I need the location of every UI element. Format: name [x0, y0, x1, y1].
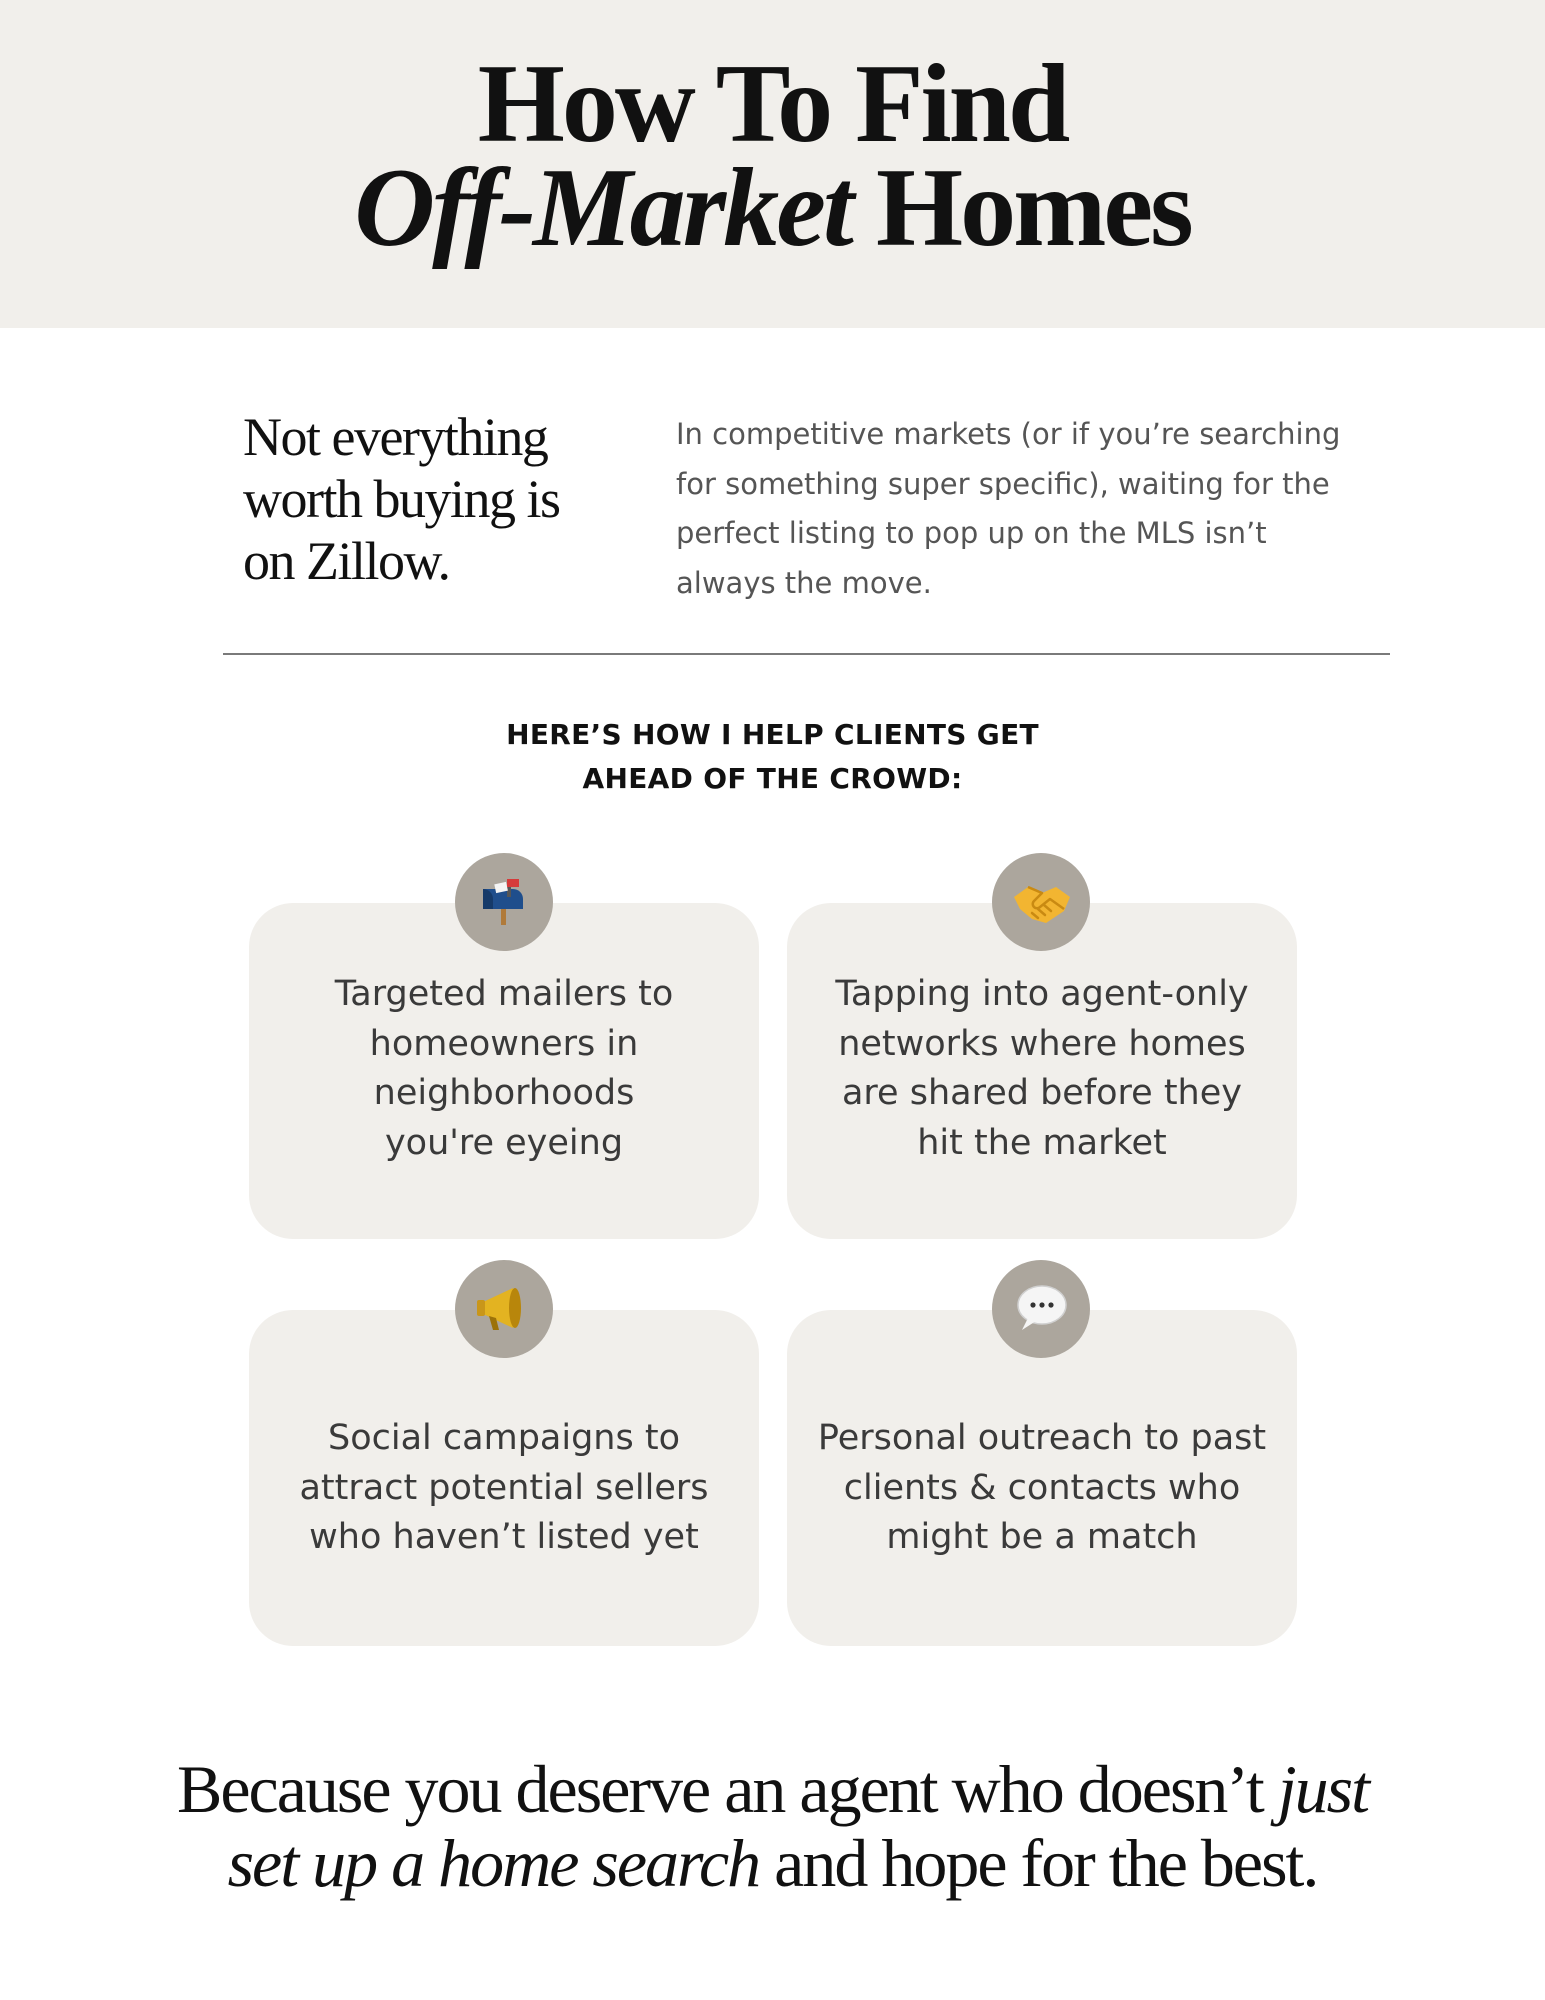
title-line-1: How To Find — [477, 42, 1068, 166]
megaphone-icon — [455, 1260, 553, 1358]
closing-line-2 — [0, 1826, 1545, 1900]
intro-headline — [243, 406, 633, 592]
speech-bubble-icon — [992, 1260, 1090, 1358]
strategy-card-social — [249, 1310, 759, 1646]
card-text — [249, 1414, 759, 1563]
closing-text: and hope for the best. — [759, 1825, 1318, 1901]
header-banner — [0, 0, 1545, 328]
intro-body — [676, 410, 1376, 608]
intro-headline-line: Not everything — [243, 407, 548, 467]
intro-headline-line: on Zillow. — [243, 531, 450, 591]
intro-body-line: perfect listing to pop up on the MLS isn’t — [676, 516, 1267, 550]
card-text-line: Personal outreach to past — [817, 1418, 1267, 1458]
card-text-line: neighborhoods — [373, 1073, 635, 1113]
subheading-line: AHEAD OF THE CROWD: — [582, 762, 963, 795]
title-italic-text: Off-Market — [354, 146, 852, 270]
card-text-line: are shared before they — [841, 1073, 1242, 1113]
card-text — [249, 970, 759, 1168]
strategy-card-mailers — [249, 903, 759, 1239]
section-subheading — [0, 713, 1545, 801]
page-title — [0, 42, 1545, 270]
mailbox-icon — [455, 853, 553, 951]
closing-italic-text: set up a home search — [227, 1825, 760, 1901]
intro-body-line: In competitive markets (or if you’re searching — [676, 417, 1341, 451]
card-text-line: attract potential sellers — [299, 1467, 709, 1508]
handshake-icon — [992, 853, 1090, 951]
card-text-line: hit the market — [917, 1122, 1167, 1163]
card-text-line: might be a match — [886, 1517, 1198, 1557]
closing-statement — [0, 1752, 1545, 1900]
card-text-line: Tapping into agent-only — [835, 974, 1249, 1014]
card-text-line: networks where homes — [838, 1023, 1246, 1064]
card-text — [787, 1414, 1297, 1563]
card-text-line: clients & contacts who — [843, 1467, 1241, 1508]
closing-italic-text: just — [1277, 1751, 1368, 1827]
title-rest-text: Homes — [851, 146, 1191, 270]
card-text-line: Targeted mailers to — [334, 974, 674, 1014]
strategy-card-outreach — [787, 1310, 1297, 1646]
card-text-line: who haven’t listed yet — [309, 1517, 699, 1557]
section-divider — [223, 653, 1390, 655]
subheading-line: HERE’S HOW I HELP CLIENTS GET — [506, 718, 1039, 751]
title-line-2 — [0, 146, 1545, 270]
closing-line-1 — [0, 1752, 1545, 1826]
intro-body-line: for something super specific), waiting for the — [676, 466, 1330, 501]
card-text — [787, 970, 1297, 1168]
card-text-line: Social campaigns to — [328, 1418, 680, 1458]
intro-body-line: always the move. — [676, 565, 932, 600]
card-text-line: homeowners in — [369, 1023, 639, 1064]
strategy-card-agent-networks — [787, 903, 1297, 1239]
intro-headline-line: worth buying is — [243, 469, 560, 529]
closing-text: Because you deserve an agent who doesn’t — [177, 1751, 1278, 1827]
card-text-line: you're eyeing — [384, 1122, 624, 1163]
